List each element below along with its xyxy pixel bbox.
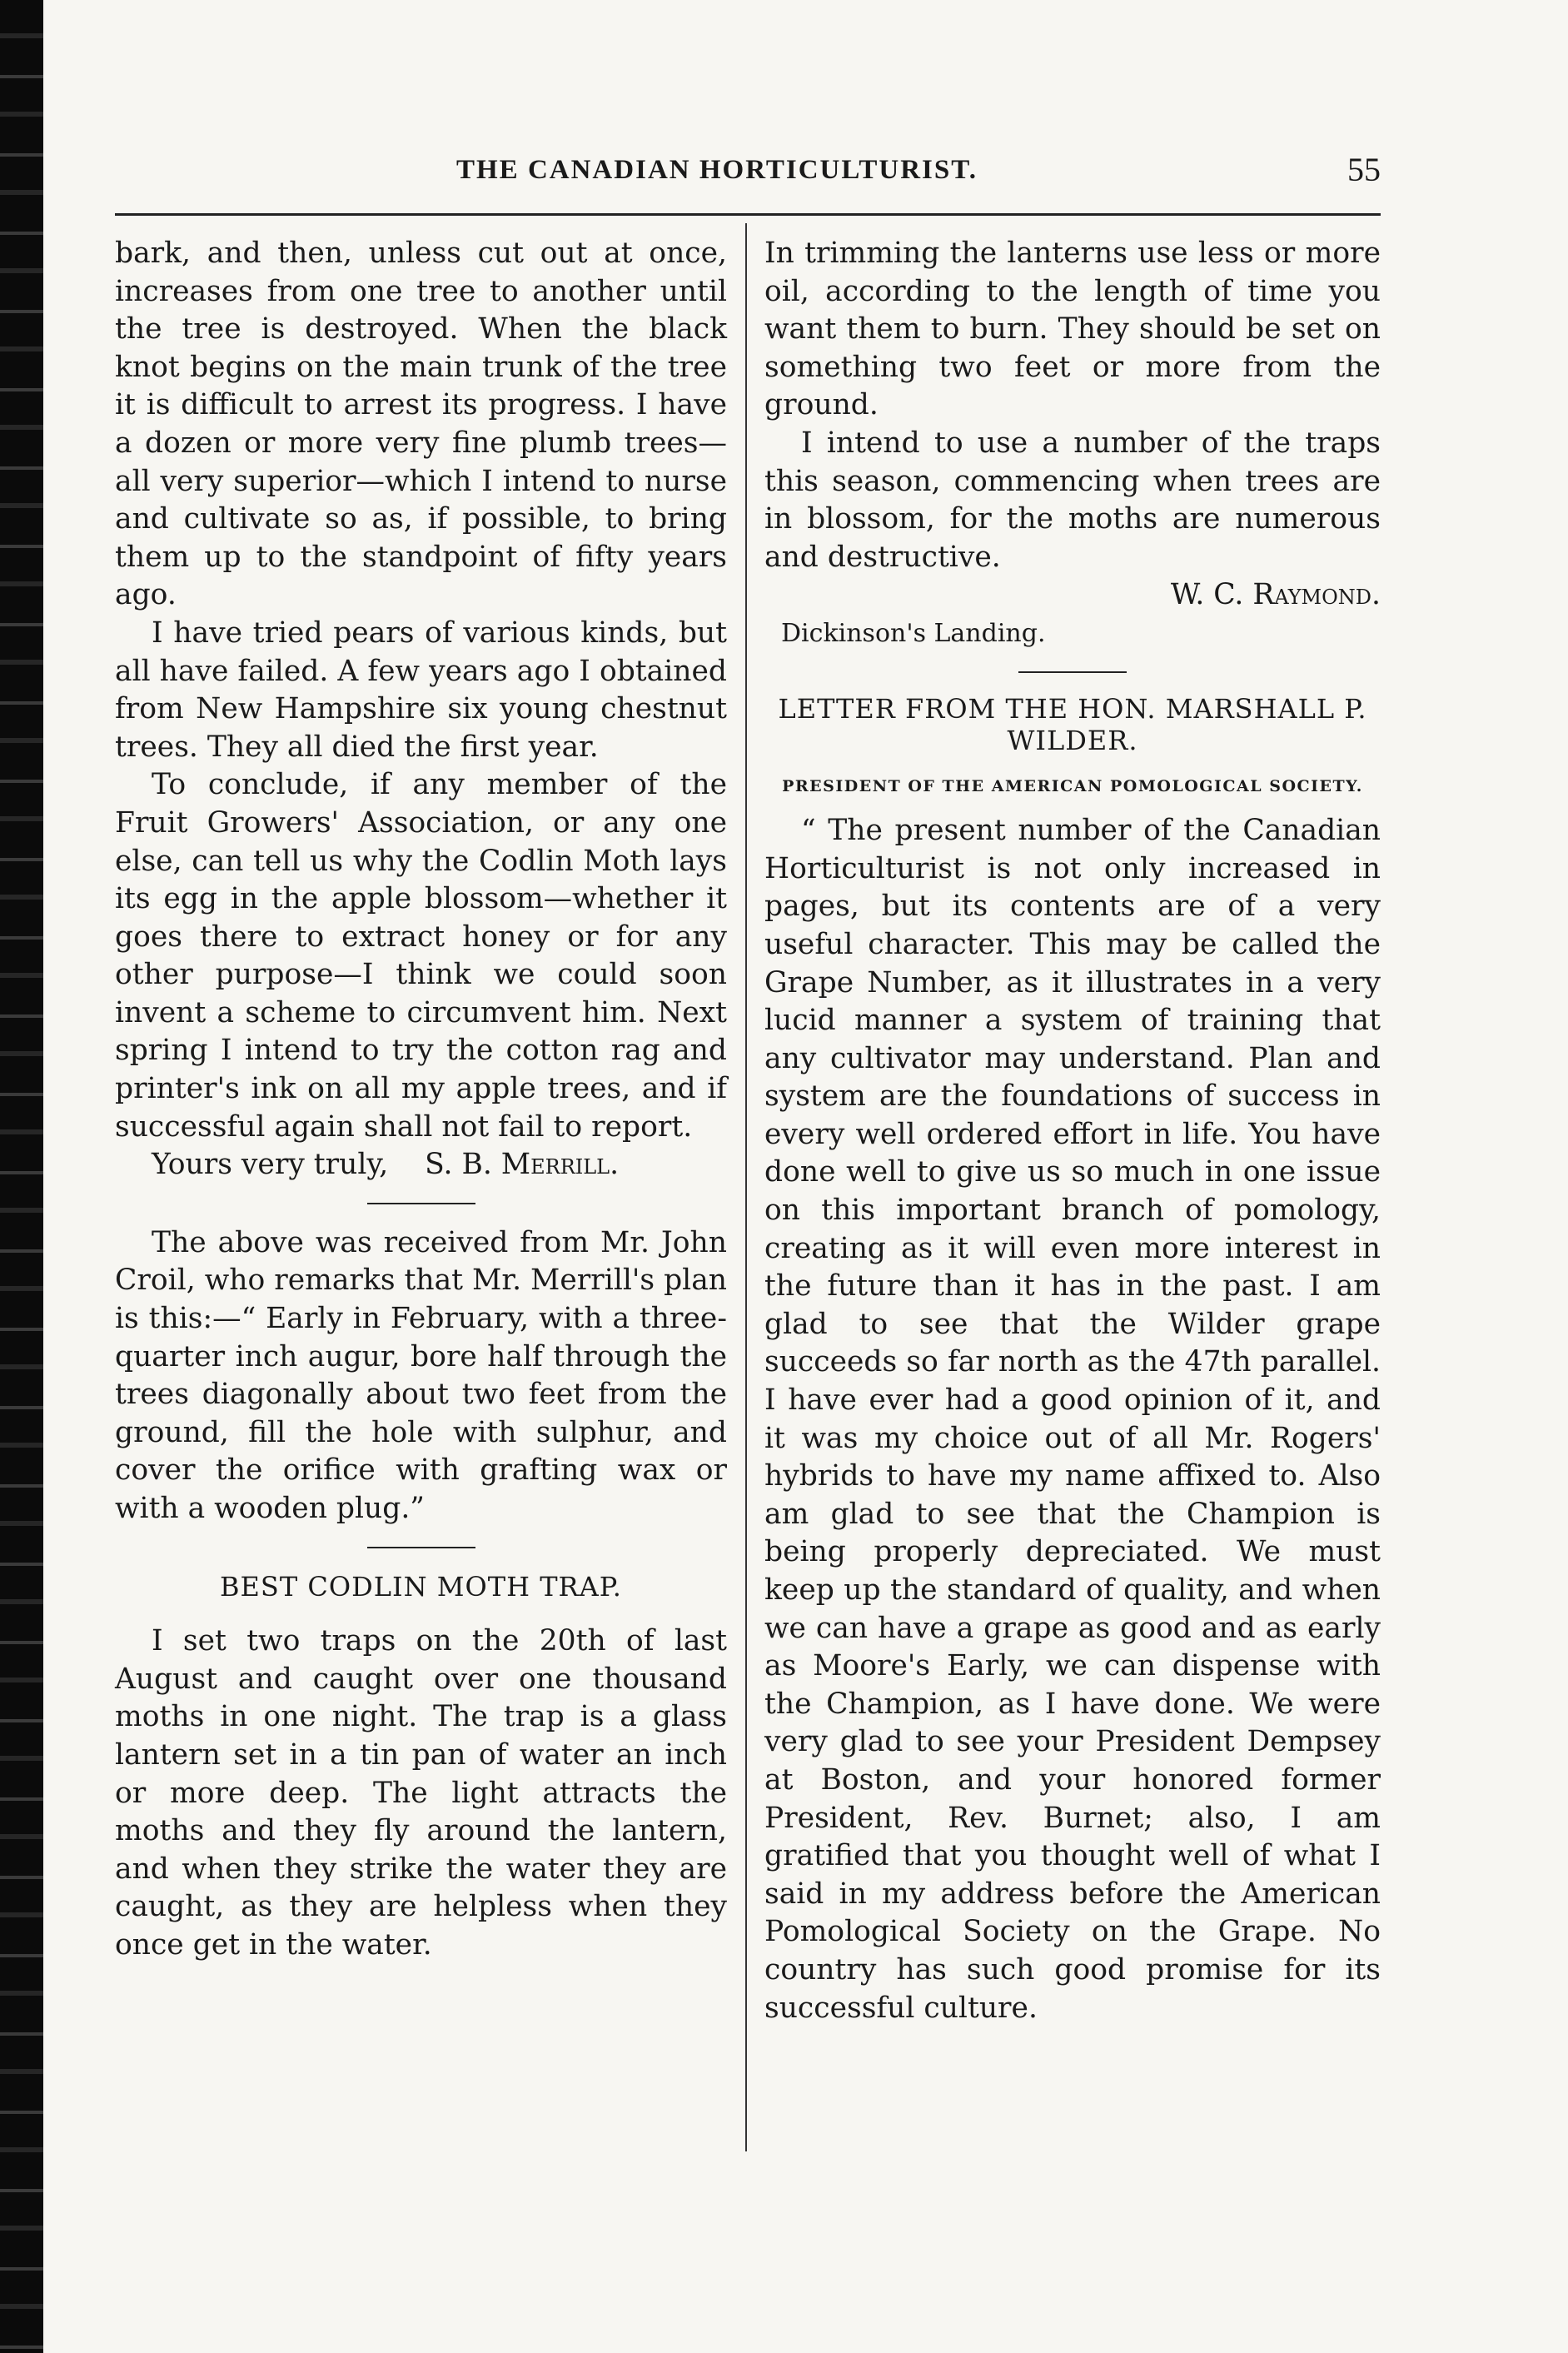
page-number: 55 (1347, 151, 1381, 188)
signature: S. B. Merrill. (425, 1148, 620, 1182)
signoff-line (115, 1146, 727, 1184)
article-heading: LETTER FROM THE HON. MARSHALL P. WILDER. (778, 692, 1367, 756)
paragraph: bark, and then, unless cut out at once, increases from one tree to another until the tree is destroyed. When the black knot begins on the main trunk of the tree it is difficult to arrest its progress. I have a dozen or more very fine plumb trees—all very superior—which I intend to nurse and cultivate so as, if possible, to bring them up to the standpoint of fifty years ago. (115, 237, 727, 612)
paragraph: “ The present number of the Canadian Horticulturist is not only increased in pages, but its contents are of a very useful character. This may be called the Grape Number, as it illustrates in a very lucid manner a system of training that any cultivator may understand. Plan and system are the foundations of success in every well ordered effort in life. You have done well to give us so much in one issue on this important branch of pomology, creating as it will even more interest in the future than it has in the past. I am glad to see that the Wilder grape succeeds so far north as the 47th parallel. I have ever had a good opinion of it, and it was my choice out of all Mr. Rogers' hybrids to have my name affixed to. Also am glad to see that the Champion is being properly depreciated. We must keep up the standard of quality, and when we can have a grape as good and as early as Moore's Early, we can dispense with the Champion, as I have done. We were very glad to see your President Dempsey at Boston, and your honored former President, Rev. Burnet; also, I am gratified that you thought well of what I said in my address before the American Pomological Society on the Grape. No country has such good promise for its successful culture. (764, 814, 1381, 2025)
right-column (764, 235, 1381, 2027)
paragraph: I intend to use a number of the traps this season, commencing when trees are in blossom, for the moths are numerous and destructive. (764, 426, 1381, 574)
paragraph: In trimming the lanterns use less or more oil, according to the length of time you want them to burn. They should be set on something two feet or more from the ground. (764, 237, 1381, 422)
paragraph: To conclude, if any member of the Fruit Growers' Association, or any one else, can tell us why the Codlin Moth lays its egg in the apple blossom—whether it goes there to extract honey or for any other purpose—I think we could soon invent a scheme to circumvent him. Next spring I intend to try the cotton rag and printer's ink on all my apple trees, and if successful again shall not fail to report. (115, 768, 727, 1144)
running-title: THE CANADIAN HORTICULTURIST. (456, 155, 978, 185)
left-column (115, 235, 727, 1965)
header-rule (115, 213, 1381, 216)
paragraph: The above was received from Mr. John Croil, who remarks that Mr. Merrill's plan is this:—“ Early in February, with a three-quarter inch augur, bore half through the trees diagonally about two feet from the ground, fill the hole with sulphur, and cover the orifice with grafting wax or with a wooden plug.” (115, 1225, 727, 1525)
paragraph: I have tried pears of various kinds, but all have failed. A few years ago I obtained from New Hampshire six young chestnut trees. They all died the first year. (115, 616, 727, 764)
article-subheading: PRESIDENT OF THE AMERICAN POMOLOGICAL SOCIETY. (782, 776, 1363, 795)
article-heading: BEST CODLIN MOTH TRAP. (220, 1570, 622, 1603)
column-divider (745, 223, 747, 2151)
dateline-place: Dickinson's Landing. (781, 618, 1046, 648)
signoff: Yours very truly, (152, 1148, 389, 1182)
page-header (107, 151, 1381, 205)
section-rule (1018, 671, 1127, 673)
signature: W. C. Raymond. (1170, 578, 1381, 612)
section-rule (367, 1547, 475, 1548)
section-rule (367, 1203, 475, 1204)
paragraph: I set two traps on the 20th of last August and caught over one thousand moths in one night. The trap is a glass lantern set in a tin pan of water an inch or more deep. The light attracts the moths and they fly around the lantern, and when they strike the water they are caught, as they are helpless when they once get in the water. (115, 1624, 727, 1962)
scan-edge (0, 0, 43, 2353)
